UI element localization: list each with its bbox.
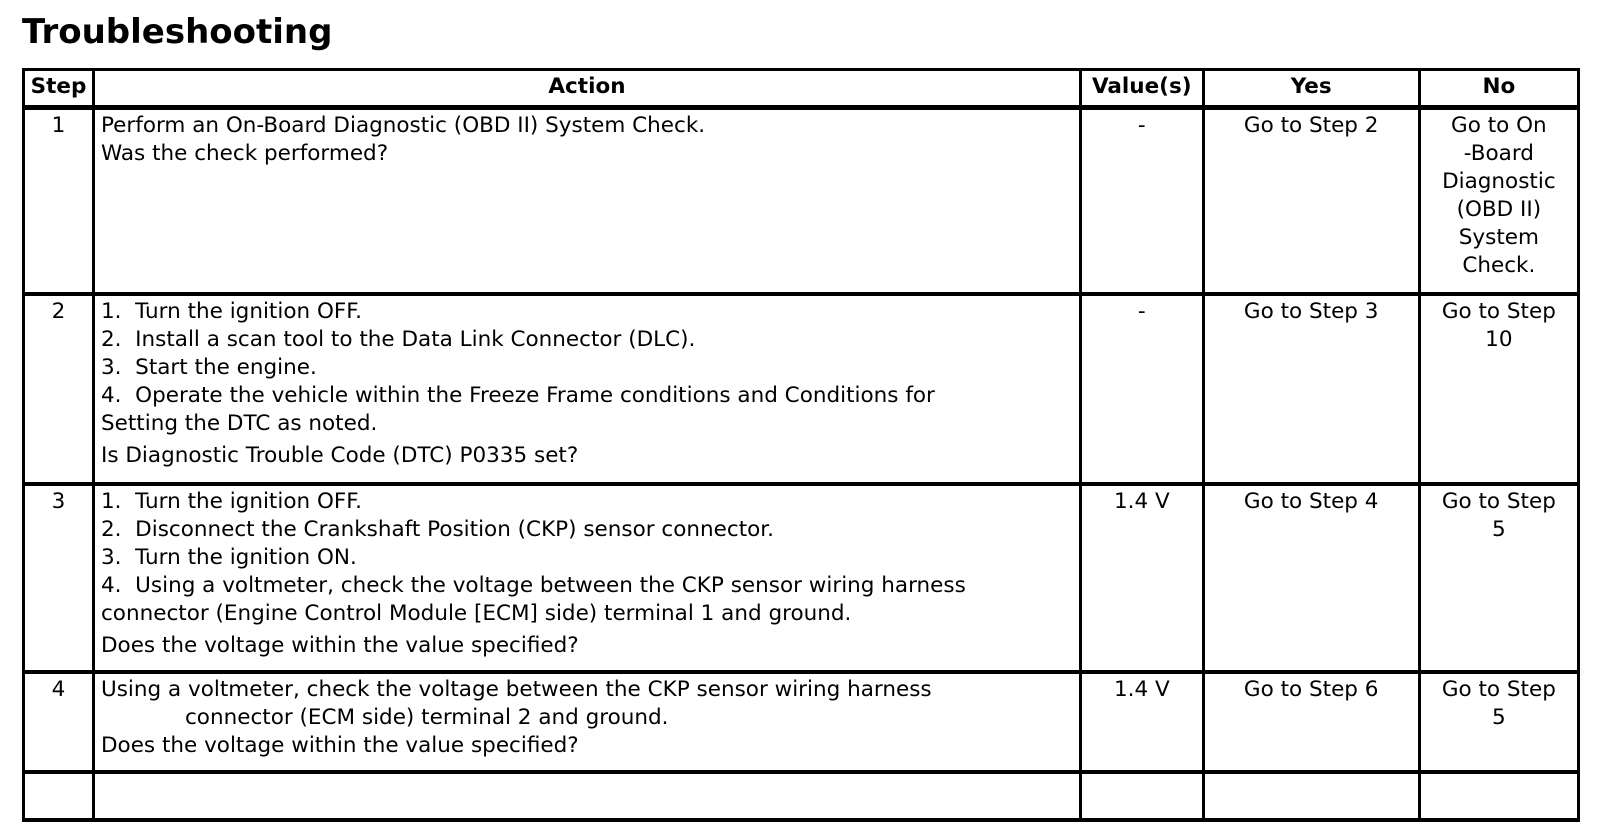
yes-cell: Go to Step 2	[1203, 108, 1419, 295]
step-number	[24, 772, 94, 820]
yes-cell: Go to Step 6	[1203, 672, 1419, 772]
value-cell: 1.4 V	[1080, 484, 1203, 672]
action-line: 2. Install a scan tool to the Data Link Connector (DLC).	[100, 327, 696, 352]
no-text: Go to On -Board Diagnostic (OBD II) System Check.	[1442, 113, 1556, 278]
no-cell	[1419, 672, 1578, 772]
no-cell	[1419, 484, 1578, 672]
table-row	[24, 672, 1579, 772]
yes-cell	[1203, 772, 1419, 820]
action-line: 4. Using a voltmeter, check the voltage between the CKP sensor wiring harness	[100, 573, 966, 598]
page-title: Troubleshooting	[22, 12, 333, 52]
action-cell	[93, 772, 1080, 820]
table-row	[24, 484, 1579, 672]
action-cell	[93, 672, 1080, 772]
action-line: 2. Disconnect the Crankshaft Position (CKP) sensor connector.	[100, 517, 774, 542]
step-number: 3	[24, 484, 94, 672]
step-number: 1	[24, 108, 94, 295]
yes-cell: Go to Step 3	[1203, 294, 1419, 484]
header-row	[24, 70, 1579, 108]
action-line: connector (Engine Control Module [ECM] side) terminal 1 and ground.	[100, 601, 852, 626]
header-no: No	[1419, 70, 1578, 108]
no-text: Go to Step 5	[1441, 489, 1556, 542]
step-number: 2	[24, 294, 94, 484]
header-step: Step	[24, 70, 94, 108]
value-cell: 1.4 V	[1080, 672, 1203, 772]
header-yes: Yes	[1203, 70, 1419, 108]
value-cell: -	[1080, 108, 1203, 295]
table-row	[24, 108, 1579, 295]
action-cell	[93, 294, 1080, 484]
step-number: 4	[24, 672, 94, 772]
action-cell	[93, 108, 1080, 295]
action-question: Is Diagnostic Trouble Code (DTC) P0335 set?	[100, 443, 579, 468]
action-line: Perform an On-Board Diagnostic (OBD II) System Check.	[100, 113, 706, 138]
troubleshooting-table	[22, 68, 1580, 822]
action-question: Was the check performed?	[100, 141, 389, 166]
no-cell	[1419, 772, 1578, 820]
no-text: Go to Step 10	[1441, 299, 1556, 352]
value-cell: -	[1080, 294, 1203, 484]
action-line: Setting the DTC as noted.	[100, 411, 378, 436]
table-header	[24, 70, 1579, 108]
no-cell	[1419, 108, 1578, 295]
table-row	[24, 294, 1579, 484]
action-question: Does the voltage within the value specified?	[100, 733, 579, 758]
value-cell	[1080, 772, 1203, 820]
table-row-continued	[24, 772, 1579, 820]
action-cell	[93, 484, 1080, 672]
no-cell	[1419, 294, 1578, 484]
action-line: 3. Start the engine.	[100, 355, 317, 380]
action-line: 4. Operate the vehicle within the Freeze Frame conditions and Conditions for	[100, 383, 935, 408]
header-value: Value(s)	[1080, 70, 1203, 108]
table-body	[24, 108, 1579, 821]
header-action: Action	[93, 70, 1080, 108]
no-text: Go to Step 5	[1441, 677, 1556, 730]
action-line: connector (ECM side) terminal 2 and ground.	[184, 705, 669, 730]
action-line: 1. Turn the ignition OFF.	[100, 299, 362, 324]
action-line: 1. Turn the ignition OFF.	[100, 489, 362, 514]
action-line: 3. Turn the ignition ON.	[100, 545, 357, 570]
action-question: Does the voltage within the value specified?	[100, 633, 579, 658]
action-line: Using a voltmeter, check the voltage between the CKP sensor wiring harness	[100, 677, 932, 702]
yes-cell: Go to Step 4	[1203, 484, 1419, 672]
